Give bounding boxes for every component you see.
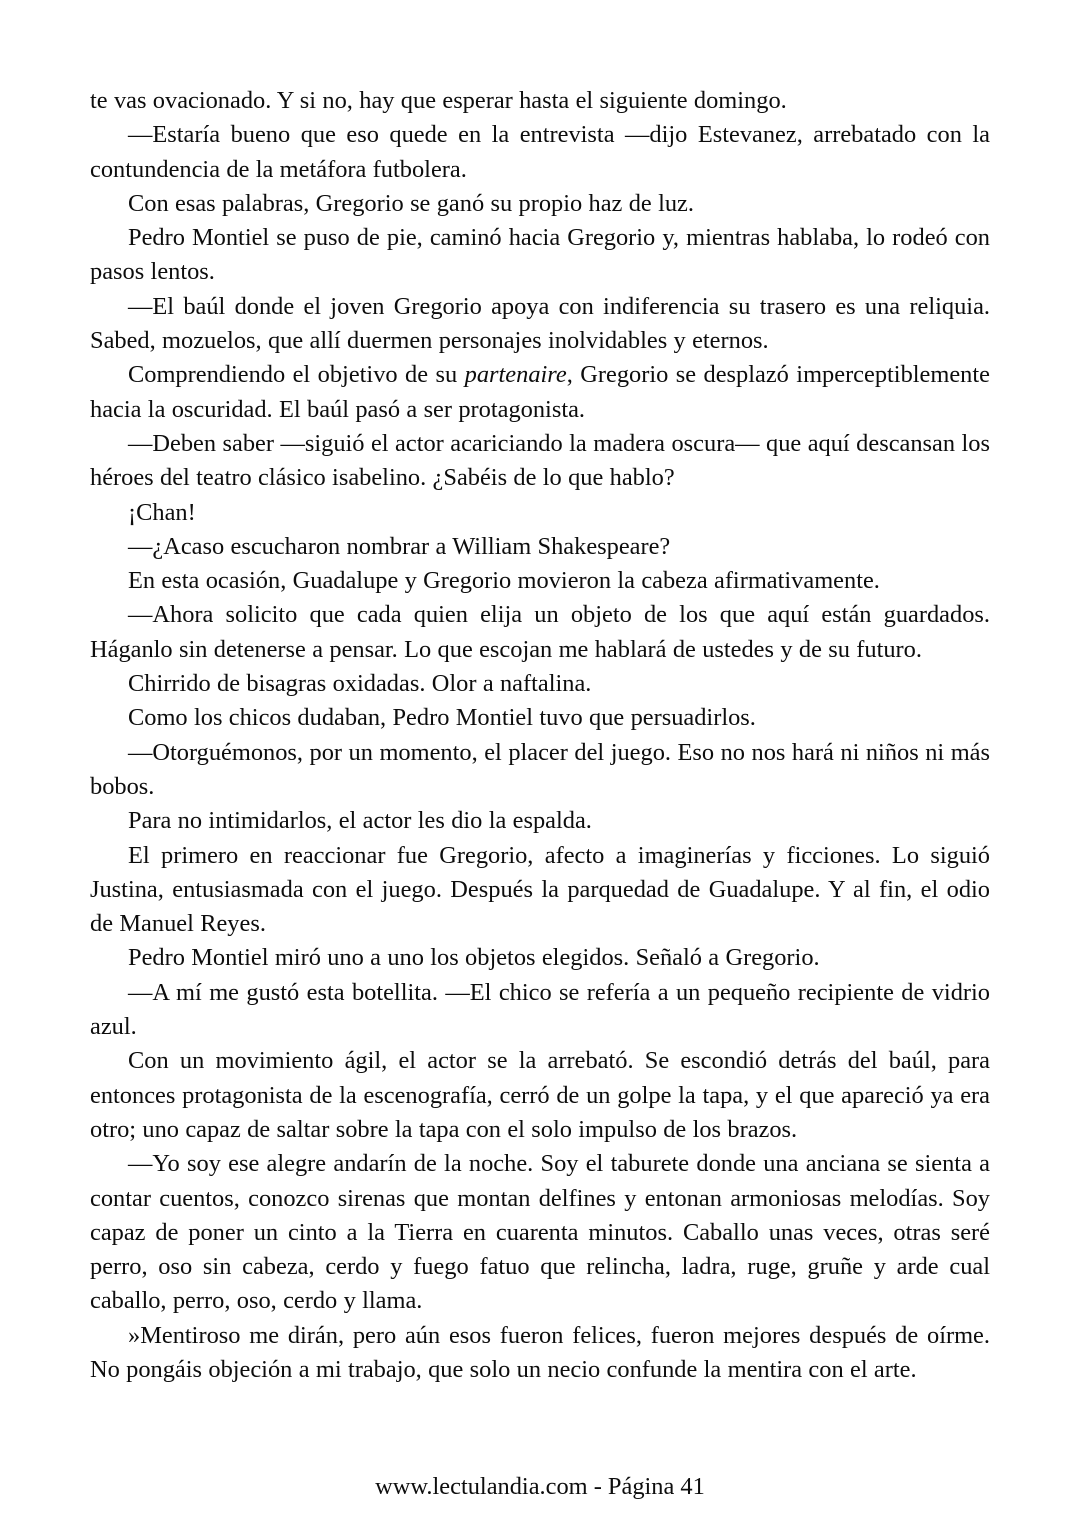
footer-text: www.lectulandia.com - Página 41 [375, 1473, 705, 1500]
paragraph: —A mí me gustó esta botellita. —El chico se refería a un pequeño recipiente de vidrio azul. [90, 978, 990, 1041]
paragraph: En esta ocasión, Guadalupe y Gregorio movieron la cabeza afirmativamente. [128, 567, 880, 595]
page-footer [0, 1471, 1080, 1503]
paragraph: Pedro Montiel miró uno a uno los objetos elegidos. Señaló a Gregorio. [128, 944, 820, 972]
paragraph: Pedro Montiel se puso de pie, caminó hacia Gregorio y, mientras hablaba, lo rodeó con pasos lentos. [90, 224, 990, 286]
paragraph: »Mentiroso me dirán, pero aún esos fueron felices, fueron mejores después de oírme. No pongáis objeción a mi trabajo, que solo un necio confunde la mentira con el arte. [90, 1321, 990, 1383]
paragraph-text: , Gregorio se desplazó imperceptiblemente hacia la oscuridad. El baúl pasó a ser protagonista. [90, 361, 990, 423]
paragraph: —Ahora solicito que cada quien elija un objeto de los que aquí están guardados. Háganlo sin detenerse a pensar. Lo que escojan me hablará de ustedes y de su futuro. [90, 601, 990, 663]
paragraph: Con un movimiento ágil, el actor se la arrebató. Se escondió detrás del baúl, para entonces protagonista de la escenografía, cerró de un golpe la tapa, y el que apareció ya era otro; uno capaz de saltar sobre la tapa con el solo impulso de los brazos. [90, 1047, 990, 1143]
paragraph: —El baúl donde el joven Gregorio apoya con indiferencia su trasero es una reliquia. Sabed, mozuelos, que allí duermen personajes inolvidables y eternos. [90, 292, 990, 355]
paragraph: —Otorguémonos, por un momento, el placer del juego. Eso no nos hará ni niños ni más bobos. [90, 738, 990, 800]
paragraph: —Estaría bueno que eso quede en la entrevista —dijo Estevanez, arrebatado con la contundencia de la metáfora futbolera. [90, 121, 990, 183]
paragraph: —Deben saber —siguió el actor acariciando la madera oscura— que aquí descansan los héroes del teatro clásico isabelino. ¿Sabéis de lo que hablo? [90, 429, 990, 492]
paragraph: Con esas palabras, Gregorio se ganó su propio haz de luz. [128, 189, 694, 217]
paragraph: —¿Acaso escucharon nombrar a William Shakespeare? [128, 532, 671, 560]
page-text-body [90, 84, 990, 1387]
paragraph: Chirrido de bisagras oxidadas. Olor a naftalina. [128, 670, 592, 698]
paragraph-text: Comprendiendo el objetivo de su [128, 361, 465, 389]
paragraph: Para no intimidarlos, el actor les dio la espalda. [128, 807, 592, 835]
emphasis-text: partenaire [464, 361, 567, 389]
paragraph: ¡Chan! [128, 498, 196, 526]
paragraph: Como los chicos dudaban, Pedro Montiel tuvo que persuadirlos. [128, 704, 756, 732]
paragraph: El primero en reaccionar fue Gregorio, afecto a imaginerías y ficciones. Lo siguió Justina, entusiasmada con el juego. Después la parquedad de Guadalupe. Y al fin, el odio de Manuel Reyes. [90, 841, 990, 938]
paragraph: te vas ovacionado. Y si no, hay que esperar hasta el siguiente domingo. [90, 87, 787, 114]
paragraph [90, 358, 990, 427]
paragraph: —Yo soy ese alegre andarín de la noche. Soy el taburete donde una anciana se sienta a contar cuentos, conozco sirenas que montan delfines y entonan armoniosas melodías. Soy capaz de poner un cinto a la Tierra en cuarenta minutos. Caballo unas veces, otras seré perro, oso sin cabeza, cerdo y fuego fatuo que relincha, ladra, ruge, gruñe y arde cual caballo, perro, oso, cerdo y llama. [90, 1150, 990, 1315]
